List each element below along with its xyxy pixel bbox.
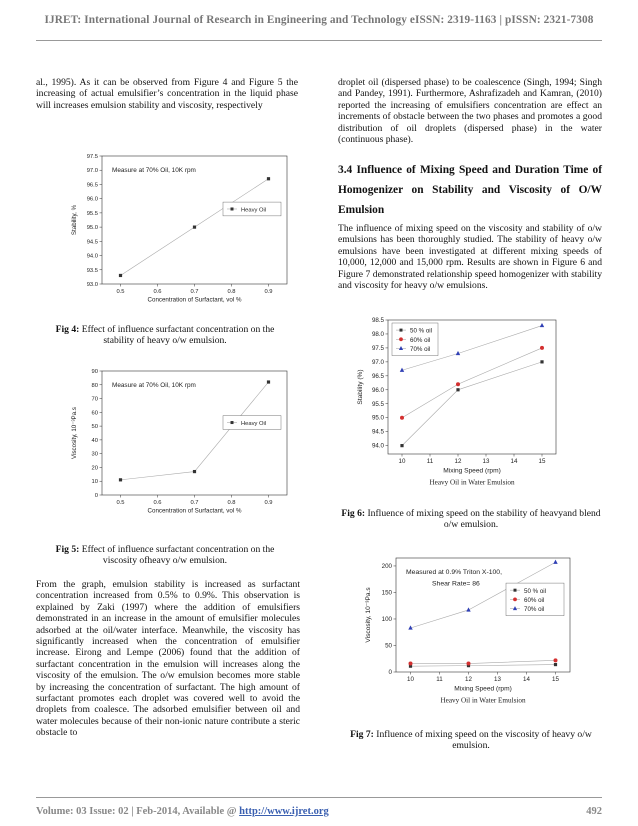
fig4-annotation: Measure at 70% Oil, 10K rpm: [112, 166, 196, 174]
section-3-4-heading: 3.4 Influence of Mixing Speed and Duration Time of Homogenizer on Stability and Viscosity of O/W Emulsion: [338, 164, 602, 216]
fig7-legend-label-2: 70% oil: [524, 606, 545, 614]
fig6-legend-label-0: 50 % oil: [410, 327, 433, 335]
fig5-series-0-point: [267, 380, 270, 383]
figure-5-label: Fig 5:: [55, 544, 80, 555]
fig7-series-1-point: [467, 662, 471, 666]
fig7-y-tick-label: 200: [381, 562, 392, 570]
fig7-y-tick-label: 150: [381, 589, 392, 597]
figure-4-chart: [50, 150, 300, 305]
fig7-x-tick-label: 13: [494, 676, 501, 684]
fig4-legend-marker-0: [231, 207, 234, 210]
fig4-y-tick-label: 95.0: [86, 225, 98, 232]
fig4-x-tick-label: 0.9: [264, 288, 273, 295]
fig7-legend-label-1: 60% oil: [524, 596, 545, 604]
fig4-series-0-point: [119, 274, 122, 277]
fig7-series-0-line: [411, 665, 556, 667]
right-intro-paragraph: droplet oil (dispersed phase) to be coalescence (Singh, 1994; Singh and Pandey, 1991). Furthermore, Ashrafizadeh and Kamran, (2010) reported the increasing of emulsifiers concentration are effect an increments of obstacle between the two phases and promotes a good distribution of oil droplets (dispersed phase) in the water (continuous phase).: [338, 77, 602, 146]
figure-6-label: Fig 6:: [341, 508, 366, 519]
fig4-x-axis-label: Concentration of Surfactant, vol %: [147, 296, 242, 304]
fig7-x-axis-label: Mixing Speed (rpm): [454, 685, 512, 693]
fig6-series-0-point: [540, 360, 543, 363]
fig7-series-2-point: [466, 607, 470, 611]
figure-7-caption: [340, 729, 602, 752]
fig6-y-tick-label: 98.0: [371, 330, 384, 338]
fig4-y-tick-label: 97.5: [86, 154, 98, 160]
fig4-y-tick-label: 97.0: [86, 168, 98, 175]
fig4-y-tick-label: 94.0: [86, 253, 98, 260]
fig6-y-axis-label: Stability (%): [357, 369, 364, 405]
fig7-legend-label-0: 50 % oil: [524, 587, 547, 595]
left-intro-paragraph: al., 1995). As it can be observed from Figure 4 and Figure 5 the increasing of actual emulsifier’s concentration in the liquid phase will increases emulsion stability and viscosity, respectively: [36, 77, 298, 111]
left-body-paragraph: From the graph, emulsion stability is increased as surfactant concentration increased from 0.5% to 0.9%. This observation is explained by Zaki (1997) where the addition of emulsifiers demonstrated in an increase in the amount of emulsifier molecules adsorbed at the oil/water interface. Meanwhile, the viscosity has significantly increased when the concentration of emulsifier increase. Eirong and Lempe (2006) found that the addition of surfactant concentration in the emulsion will increases along the viscosity of the emulsion. The o/w emulsion becomes more stable by increasing the concentration of surfactant. The high amount of surfactant promotes each droplet was covered well to avoid the droplets from coalesce. The adsorbed emulsifier between oil and water molecules because of their non-ionic nature contribute a steric obstacle to: [36, 579, 300, 739]
fig7-annotation: Measured at 0.9% Triton X-100,: [406, 569, 502, 577]
journal-header: IJRET: International Journal of Research in Engineering and Technology eISSN: 2319-1163 | pISSN: 2321-7308: [44, 14, 594, 26]
fig4-y-tick-label: 93.5: [86, 267, 98, 274]
figure-6-caption-text: Influence of mixing speed on the stability of heavyand blend o/w emulsion.: [365, 508, 601, 531]
fig5-x-tick-label: 0.6: [153, 499, 162, 506]
fig6-x-tick-label: 15: [538, 458, 546, 466]
fig5-x-tick-label: 0.8: [227, 499, 236, 506]
fig6-series-0-line: [402, 362, 542, 446]
fig7-subtitle: Heavy Oil in Water Emulsion: [440, 696, 526, 705]
fig7-x-tick-label: 11: [436, 676, 443, 684]
fig7-y-tick-label: 50: [385, 642, 392, 650]
fig6-series-0-point: [400, 444, 403, 447]
fig4-plot-frame: [102, 156, 287, 284]
fig6-series-2-point: [540, 323, 544, 327]
footer-page-number: 492: [586, 806, 602, 817]
figure-4-caption: [40, 324, 290, 347]
footer-volume-info: [36, 806, 329, 817]
fig5-x-tick-label: 0.7: [190, 499, 199, 506]
fig6-x-tick-label: 14: [510, 458, 518, 466]
fig7-series-2-point: [553, 560, 557, 564]
fig6-legend-marker-1: [399, 337, 403, 341]
fig6-legend-label-1: 60% oil: [410, 336, 431, 344]
fig6-y-tick-label: 95.5: [371, 400, 384, 408]
figure-5-caption-text: Effect of influence surfactant concentration on the viscosity ofheavy o/w emulsion.: [79, 544, 275, 567]
fig7-legend-marker-0: [514, 589, 517, 592]
fig5-x-tick-label: 0.5: [116, 499, 125, 506]
fig6-legend-marker-0: [400, 329, 403, 332]
fig5-legend-label-0: Heavy Oil: [241, 420, 267, 427]
fig5-y-tick-label: 80: [91, 382, 98, 389]
fig4-y-tick-label: 94.5: [86, 239, 98, 246]
fig6-legend-label-2: 70% oil: [410, 346, 431, 354]
fig7-x-tick-label: 12: [465, 676, 472, 684]
fig7-y-axis-label: Viscosity, 10⁻³Pa.s: [365, 587, 372, 643]
fig5-y-tick-label: 30: [91, 451, 98, 458]
fig7-legend-marker-1: [513, 597, 517, 601]
fig5-y-tick-label: 20: [91, 465, 98, 472]
figure-5-caption: [40, 544, 290, 567]
fig7-series-1-line: [411, 660, 556, 663]
fig7-y-tick-label: 100: [381, 615, 392, 623]
figure-4-caption-text: Effect of influence surfactant concentration on the stability of heavy o/w emulsion.: [79, 324, 275, 347]
fig5-y-axis-label: Viscosity, 10⁻³Pa.s: [71, 407, 78, 459]
fig5-y-tick-label: 10: [91, 479, 98, 486]
fig5-y-tick-label: 50: [91, 424, 98, 431]
fig6-series-1-point: [540, 346, 544, 350]
figure-4-label: Fig 4:: [55, 324, 80, 335]
fig4-x-tick-label: 0.7: [190, 288, 199, 295]
fig4-x-tick-label: 0.8: [227, 288, 236, 295]
fig7-x-tick-label: 10: [407, 676, 414, 684]
fig6-y-tick-label: 98.5: [371, 317, 384, 324]
header-rule: [36, 40, 602, 41]
fig5-plot-frame: [102, 371, 287, 495]
fig4-y-tick-label: 93.0: [86, 282, 98, 288]
fig6-x-tick-label: 11: [426, 458, 434, 466]
right-body-paragraph: The influence of mixing speed on the viscosity and stability of o/w emulsions has been thoroughly studied. The stability of heavy o/w emulsions have been investigated at different mixing speeds of 10,000, 12,000 and 15,000 rpm. Results are shown in Figure 6 and Figure 7 demonstrated relationship speed homogenizer with stability and viscosity for heavy o/w emulsions.: [338, 223, 602, 292]
fig4-series-0-point: [193, 226, 196, 229]
fig6-y-tick-label: 94.0: [371, 442, 384, 450]
figure-6-caption: [340, 508, 602, 531]
fig6-y-tick-label: 97.0: [371, 358, 384, 366]
footer-volume-text: Volume: 03 Issue: 02 | Feb-2014, Available @: [36, 806, 240, 817]
fig4-y-axis-label: Stability, %: [71, 204, 78, 236]
fig6-y-tick-label: 96.5: [371, 372, 384, 380]
fig5-x-axis-label: Concentration of Surfactant, vol %: [147, 507, 242, 515]
fig7-x-tick-label: 15: [552, 676, 559, 684]
fig7-x-tick-label: 14: [523, 676, 530, 684]
figure-7-caption-text: Influence of mixing speed on the viscosity of heavy o/w emulsion.: [373, 729, 592, 752]
fig5-annotation: Measure at 70% Oil, 10K rpm: [112, 381, 196, 389]
fig5-y-tick-label: 40: [91, 437, 98, 444]
footer-rule: [36, 797, 602, 798]
fig4-y-tick-label: 96.0: [86, 196, 98, 203]
fig6-subtitle: Heavy Oil in Water Emulsion: [429, 478, 515, 487]
fig4-y-tick-label: 95.5: [86, 210, 98, 217]
fig5-series-0-point: [119, 478, 122, 481]
fig6-y-tick-label: 96.0: [371, 386, 384, 394]
fig6-y-tick-label: 97.5: [371, 344, 384, 352]
fig5-x-tick-label: 0.9: [264, 499, 273, 506]
fig6-series-0-point: [456, 388, 459, 391]
fig6-y-tick-label: 95.0: [371, 414, 384, 422]
figure-6-chart: [348, 314, 568, 489]
fig5-y-tick-label: 70: [91, 396, 98, 403]
fig7-annotation-2: Shear Rate= 86: [432, 580, 480, 588]
fig5-series-0-line: [121, 382, 269, 480]
fig5-y-tick-label: 60: [91, 410, 98, 417]
fig6-series-1-line: [402, 348, 542, 418]
fig4-legend-label-0: Heavy Oil: [241, 207, 267, 214]
fig6-series-1-point: [400, 416, 404, 420]
fig7-series-1-point: [554, 658, 558, 662]
fig6-x-tick-label: 13: [482, 458, 490, 466]
figure-7-chart: [350, 550, 580, 705]
fig6-x-tick-label: 10: [398, 458, 406, 466]
fig6-y-tick-label: 94.5: [371, 428, 384, 436]
fig4-y-tick-label: 96.5: [86, 182, 98, 189]
footer-website-link[interactable]: http://www.ijret.org: [239, 806, 329, 817]
fig6-x-tick-label: 12: [454, 458, 462, 466]
fig5-y-tick-label: 0: [94, 493, 98, 499]
figure-5-chart: [50, 365, 300, 515]
fig5-series-0-point: [193, 470, 196, 473]
fig5-y-tick-label: 90: [91, 369, 98, 375]
fig5-legend-marker-0: [231, 421, 234, 424]
fig6-series-1-point: [456, 382, 460, 386]
fig7-series-0-point: [554, 663, 557, 666]
fig7-y-tick-label: 0: [388, 669, 392, 676]
fig4-series-0-point: [267, 177, 270, 180]
fig6-x-axis-label: Mixing Speed (rpm): [443, 467, 501, 475]
fig4-x-tick-label: 0.5: [116, 288, 125, 295]
figure-7-label: Fig 7:: [350, 729, 374, 740]
fig7-series-1-point: [409, 662, 413, 666]
fig4-x-tick-label: 0.6: [153, 288, 162, 295]
